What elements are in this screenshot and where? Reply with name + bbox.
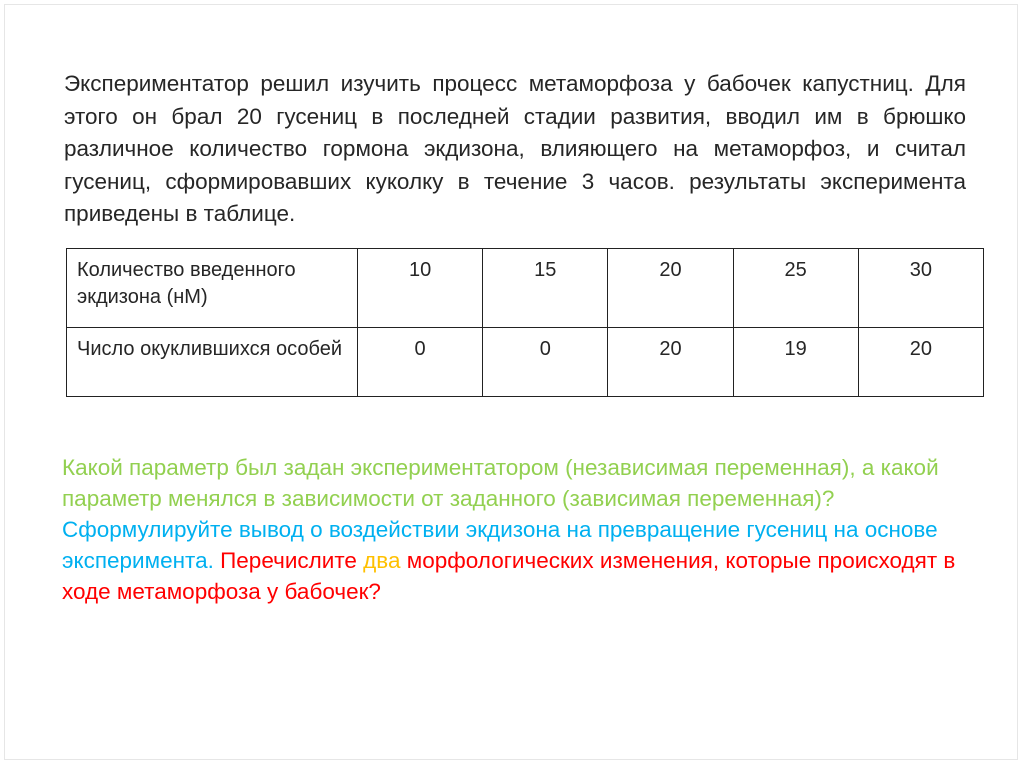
intro-paragraph: Экспериментатор решил изучить процесс метаморфоза у бабочек капустниц. Для этого он брал 20 гусениц в последней стадии развития, вводил им в брюшко различное количество гормона экдизона, влияющего на метаморфоз, и считал гусениц, сформировавших куколку в течение 3 часов. результаты эксперимента приведены в таблице.: [64, 71, 966, 226]
table-cell: 20: [858, 328, 983, 397]
table-cell: 25: [733, 249, 858, 328]
question-list-prefix: Перечислите: [220, 548, 357, 573]
table-cell: 0: [483, 328, 608, 397]
table-cell: 30: [858, 249, 983, 328]
question-highlight-two: два: [363, 548, 401, 573]
table-cell: 10: [358, 249, 483, 328]
table-cell: 20: [608, 249, 733, 328]
table-cell: 19: [733, 328, 858, 397]
question-variables: Какой параметр был задан экспериментатором (независимая переменная), а какой параметр менялся в зависимости от заданного (зависимая переменная)?: [62, 455, 939, 511]
row-label: Число окуклившихся особей: [67, 328, 358, 397]
table-row-pupated-count: [67, 328, 984, 397]
table-cell: 0: [358, 328, 483, 397]
question-conclusion: Сформулируйте вывод о воздействии экдизона на превращение гусениц на основе эксперимента: [62, 517, 938, 573]
row-label: Количество введенного экдизона (нМ): [67, 249, 358, 328]
table-cell: 15: [483, 249, 608, 328]
question-period: .: [207, 548, 214, 573]
results-table: [66, 248, 984, 397]
table-row-ecdysone-amount: [67, 249, 984, 328]
question-list-rest: морфологических изменения, которые происходят в ходе метаморфоза у бабочек?: [62, 548, 956, 604]
table-cell: 20: [608, 328, 733, 397]
question-paragraph: [62, 452, 972, 607]
